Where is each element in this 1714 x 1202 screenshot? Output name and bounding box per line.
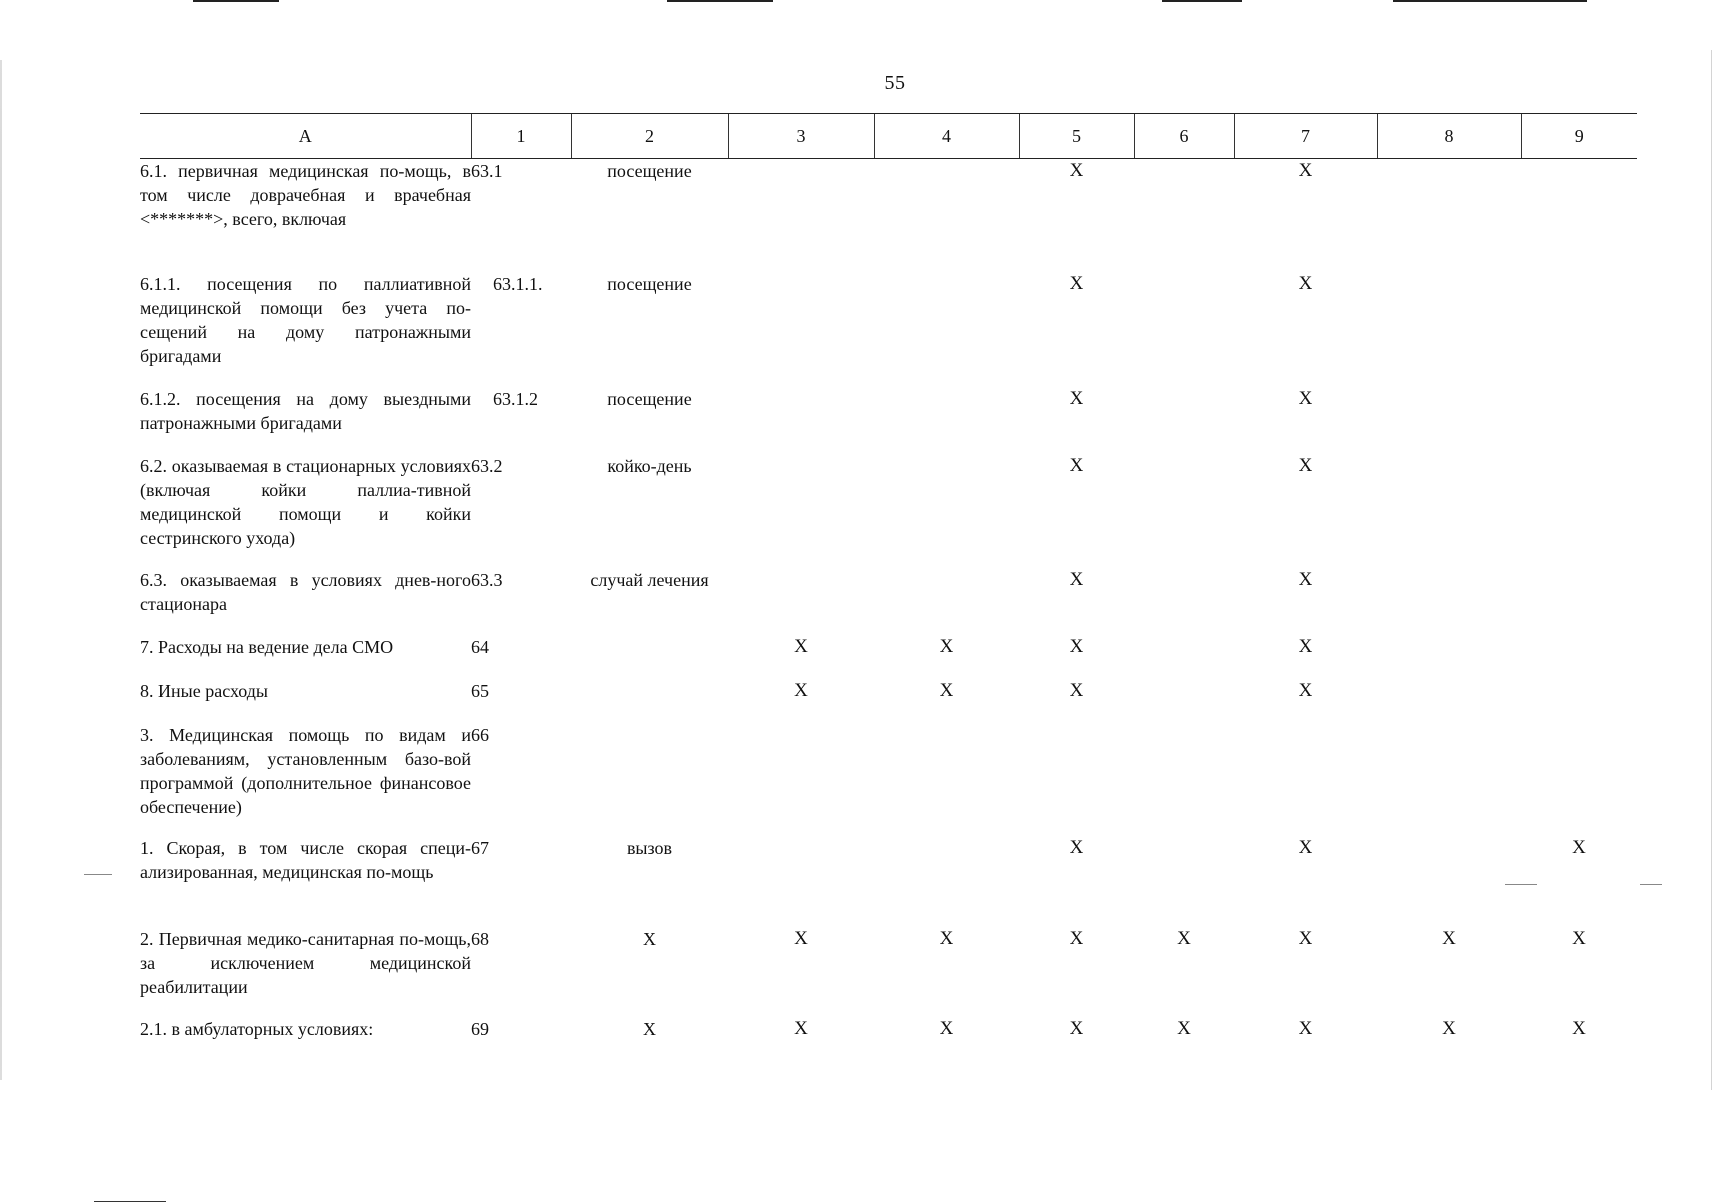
row-name: 7. Расходы на ведение дела СМО — [140, 636, 394, 657]
cell-col5: X — [1069, 454, 1084, 476]
cell-col4: X — [939, 635, 954, 657]
scan-rule-3 — [1162, 0, 1242, 2]
row-code: 63.3 — [471, 569, 503, 590]
cell-col6 — [1134, 387, 1234, 454]
cell-col4: X — [939, 679, 954, 701]
cell-col8 — [1377, 159, 1521, 272]
table-header-row — [140, 114, 1637, 159]
cell-col8 — [1377, 454, 1521, 568]
cell-col5: X — [1069, 387, 1084, 409]
row-code: 63.1.1. — [493, 273, 543, 294]
cell-col4 — [874, 836, 1019, 927]
cell-col5: X — [1069, 1017, 1084, 1039]
row-name: 6.1. первичная медицинская по-мощь, в том числе доврачебная и врачебная <*******>, всего, включая — [140, 161, 471, 229]
cell-col4: X — [939, 1017, 954, 1039]
cell-col4 — [874, 568, 1019, 635]
cell-col3: X — [794, 1017, 808, 1039]
scan-rule-4 — [1393, 0, 1587, 2]
scan-right-edge — [1711, 50, 1712, 1090]
cell-col3 — [728, 159, 874, 272]
column-header: 2 — [571, 114, 728, 159]
cell-col6 — [1134, 159, 1234, 272]
data-table — [140, 113, 1637, 1061]
row-unit: посещение — [607, 161, 692, 181]
row-name: 2. Первичная медико-санитарная по-мощь, за исключением медицинской реабилитации — [140, 928, 471, 997]
table-row — [140, 635, 1637, 679]
cell-col9 — [1521, 159, 1637, 272]
row-code: 69 — [471, 1018, 489, 1039]
cell-col4 — [874, 159, 1019, 272]
cell-col8 — [1377, 387, 1521, 454]
cell-col7: X — [1298, 387, 1313, 409]
cell-col9 — [1521, 387, 1637, 454]
row-code: 64 — [471, 636, 489, 657]
row-unit — [571, 635, 728, 679]
cell-col3 — [728, 723, 874, 836]
cell-col8: X — [1442, 927, 1456, 949]
row-code: 67 — [471, 837, 489, 858]
row-code: 68 — [471, 928, 489, 949]
cell-col7: X — [1298, 454, 1313, 476]
row-name: 6.3. оказываемая в условиях днев-ного стационара — [140, 569, 471, 614]
cell-col7: X — [1298, 927, 1313, 949]
row-unit: вызов — [626, 837, 673, 858]
cell-col3 — [728, 836, 874, 927]
cell-col9 — [1521, 679, 1637, 723]
cell-col4 — [874, 272, 1019, 387]
row-code: 63.1 — [471, 161, 503, 181]
column-header: 7 — [1234, 114, 1377, 159]
row-unit: посещение — [607, 273, 692, 294]
cell-col3: X — [794, 679, 808, 701]
cell-col9 — [1521, 635, 1637, 679]
cell-col9 — [1521, 454, 1637, 568]
table-row — [140, 387, 1637, 454]
cell-col6 — [1134, 568, 1234, 635]
cell-col6 — [1134, 679, 1234, 723]
cell-col5: X — [1069, 272, 1084, 294]
cell-col6 — [1134, 635, 1234, 679]
scan-rule-1 — [193, 0, 279, 2]
column-header: 3 — [728, 114, 874, 159]
cell-col5: X — [1069, 836, 1084, 858]
row-unit: X — [643, 1018, 656, 1039]
cell-col3 — [728, 387, 874, 454]
row-unit — [571, 679, 728, 723]
scan-speck — [84, 874, 112, 875]
row-code: 65 — [471, 680, 489, 701]
column-header: 5 — [1019, 114, 1134, 159]
scan-rule-2 — [667, 0, 773, 2]
cell-col7: X — [1298, 679, 1313, 701]
table-row — [140, 927, 1637, 1017]
cell-col6 — [1134, 454, 1234, 568]
row-code: 63.1.2 — [493, 388, 538, 409]
row-unit: X — [643, 928, 656, 949]
row-code: 66 — [471, 724, 489, 745]
table-row — [140, 454, 1637, 568]
cell-col6: X — [1177, 927, 1191, 949]
cell-col3: X — [794, 927, 808, 949]
cell-col7: X — [1298, 272, 1313, 294]
row-name: 6.2. оказываемая в стационарных условиях (включая койки паллиа-тивной медицинской помощи и койки сестринского ухода) — [140, 455, 471, 548]
cell-col7: X — [1298, 568, 1313, 590]
cell-col7 — [1234, 723, 1377, 836]
cell-col5: X — [1069, 679, 1084, 701]
cell-col5: X — [1069, 160, 1084, 181]
table-row — [140, 272, 1637, 387]
cell-col5: X — [1069, 635, 1084, 657]
column-header: 8 — [1377, 114, 1521, 159]
page-number: 55 — [884, 72, 906, 94]
row-code: 63.2 — [471, 455, 503, 476]
row-unit: посещение — [607, 388, 692, 409]
column-header: 6 — [1134, 114, 1234, 159]
cell-col7: X — [1298, 836, 1313, 858]
column-header: А — [140, 114, 471, 159]
cell-col8 — [1377, 635, 1521, 679]
row-name: 6.1.2. посещения на дому выездными патронажными бригадами — [140, 388, 471, 433]
cell-col7: X — [1298, 1017, 1313, 1039]
column-header: 4 — [874, 114, 1019, 159]
cell-col8 — [1377, 836, 1521, 927]
cell-col6 — [1134, 723, 1234, 836]
cell-col7: X — [1298, 160, 1313, 181]
cell-col3 — [728, 454, 874, 568]
cell-col3: X — [794, 635, 808, 657]
cell-col9: X — [1572, 927, 1586, 949]
row-unit: койко-день — [607, 455, 692, 476]
cell-col9: X — [1572, 836, 1586, 858]
cell-col4 — [874, 387, 1019, 454]
cell-col5: X — [1069, 927, 1084, 949]
table-row — [140, 1017, 1637, 1061]
cell-col3 — [728, 568, 874, 635]
cell-col9 — [1521, 568, 1637, 635]
scan-speck — [1640, 884, 1662, 885]
cell-col8 — [1377, 679, 1521, 723]
cell-col9: X — [1572, 1017, 1586, 1039]
row-name: 8. Иные расходы — [140, 680, 269, 701]
column-header: 9 — [1521, 114, 1637, 159]
cell-col8 — [1377, 568, 1521, 635]
row-name: 1. Скорая, в том числе скорая специ-ализированная, медицинская по-мощь — [140, 837, 471, 882]
scan-left-edge — [0, 60, 2, 1080]
row-name: 3. Медицинская помощь по видам и заболеваниям, установленным базо-вой программой (дополнительное финансовое обеспечение) — [140, 724, 471, 817]
cell-col4: X — [939, 927, 954, 949]
cell-col5 — [1019, 723, 1134, 836]
cell-col8 — [1377, 723, 1521, 836]
cell-col5: X — [1069, 568, 1084, 590]
row-unit — [571, 723, 728, 836]
cell-col8 — [1377, 272, 1521, 387]
cell-col7: X — [1298, 635, 1313, 657]
table-row — [140, 836, 1637, 927]
cell-col6 — [1134, 836, 1234, 927]
table-row — [140, 568, 1637, 635]
table-row — [140, 723, 1637, 836]
cell-col6: X — [1177, 1017, 1191, 1039]
cell-col9 — [1521, 723, 1637, 836]
cell-col4 — [874, 454, 1019, 568]
table-row — [140, 159, 1637, 272]
cell-col8: X — [1442, 1017, 1456, 1039]
cell-col9 — [1521, 272, 1637, 387]
cell-col6 — [1134, 272, 1234, 387]
row-unit: случай лечения — [590, 569, 709, 590]
column-header: 1 — [471, 114, 571, 159]
table-row — [140, 679, 1637, 723]
row-name: 2.1. в амбулаторных условиях: — [140, 1018, 374, 1039]
cell-col4 — [874, 723, 1019, 836]
cell-col3 — [728, 272, 874, 387]
row-name: 6.1.1. посещения по паллиативной медицинской помощи без учета по-сещений на дому патронажными бригадами — [140, 273, 471, 366]
